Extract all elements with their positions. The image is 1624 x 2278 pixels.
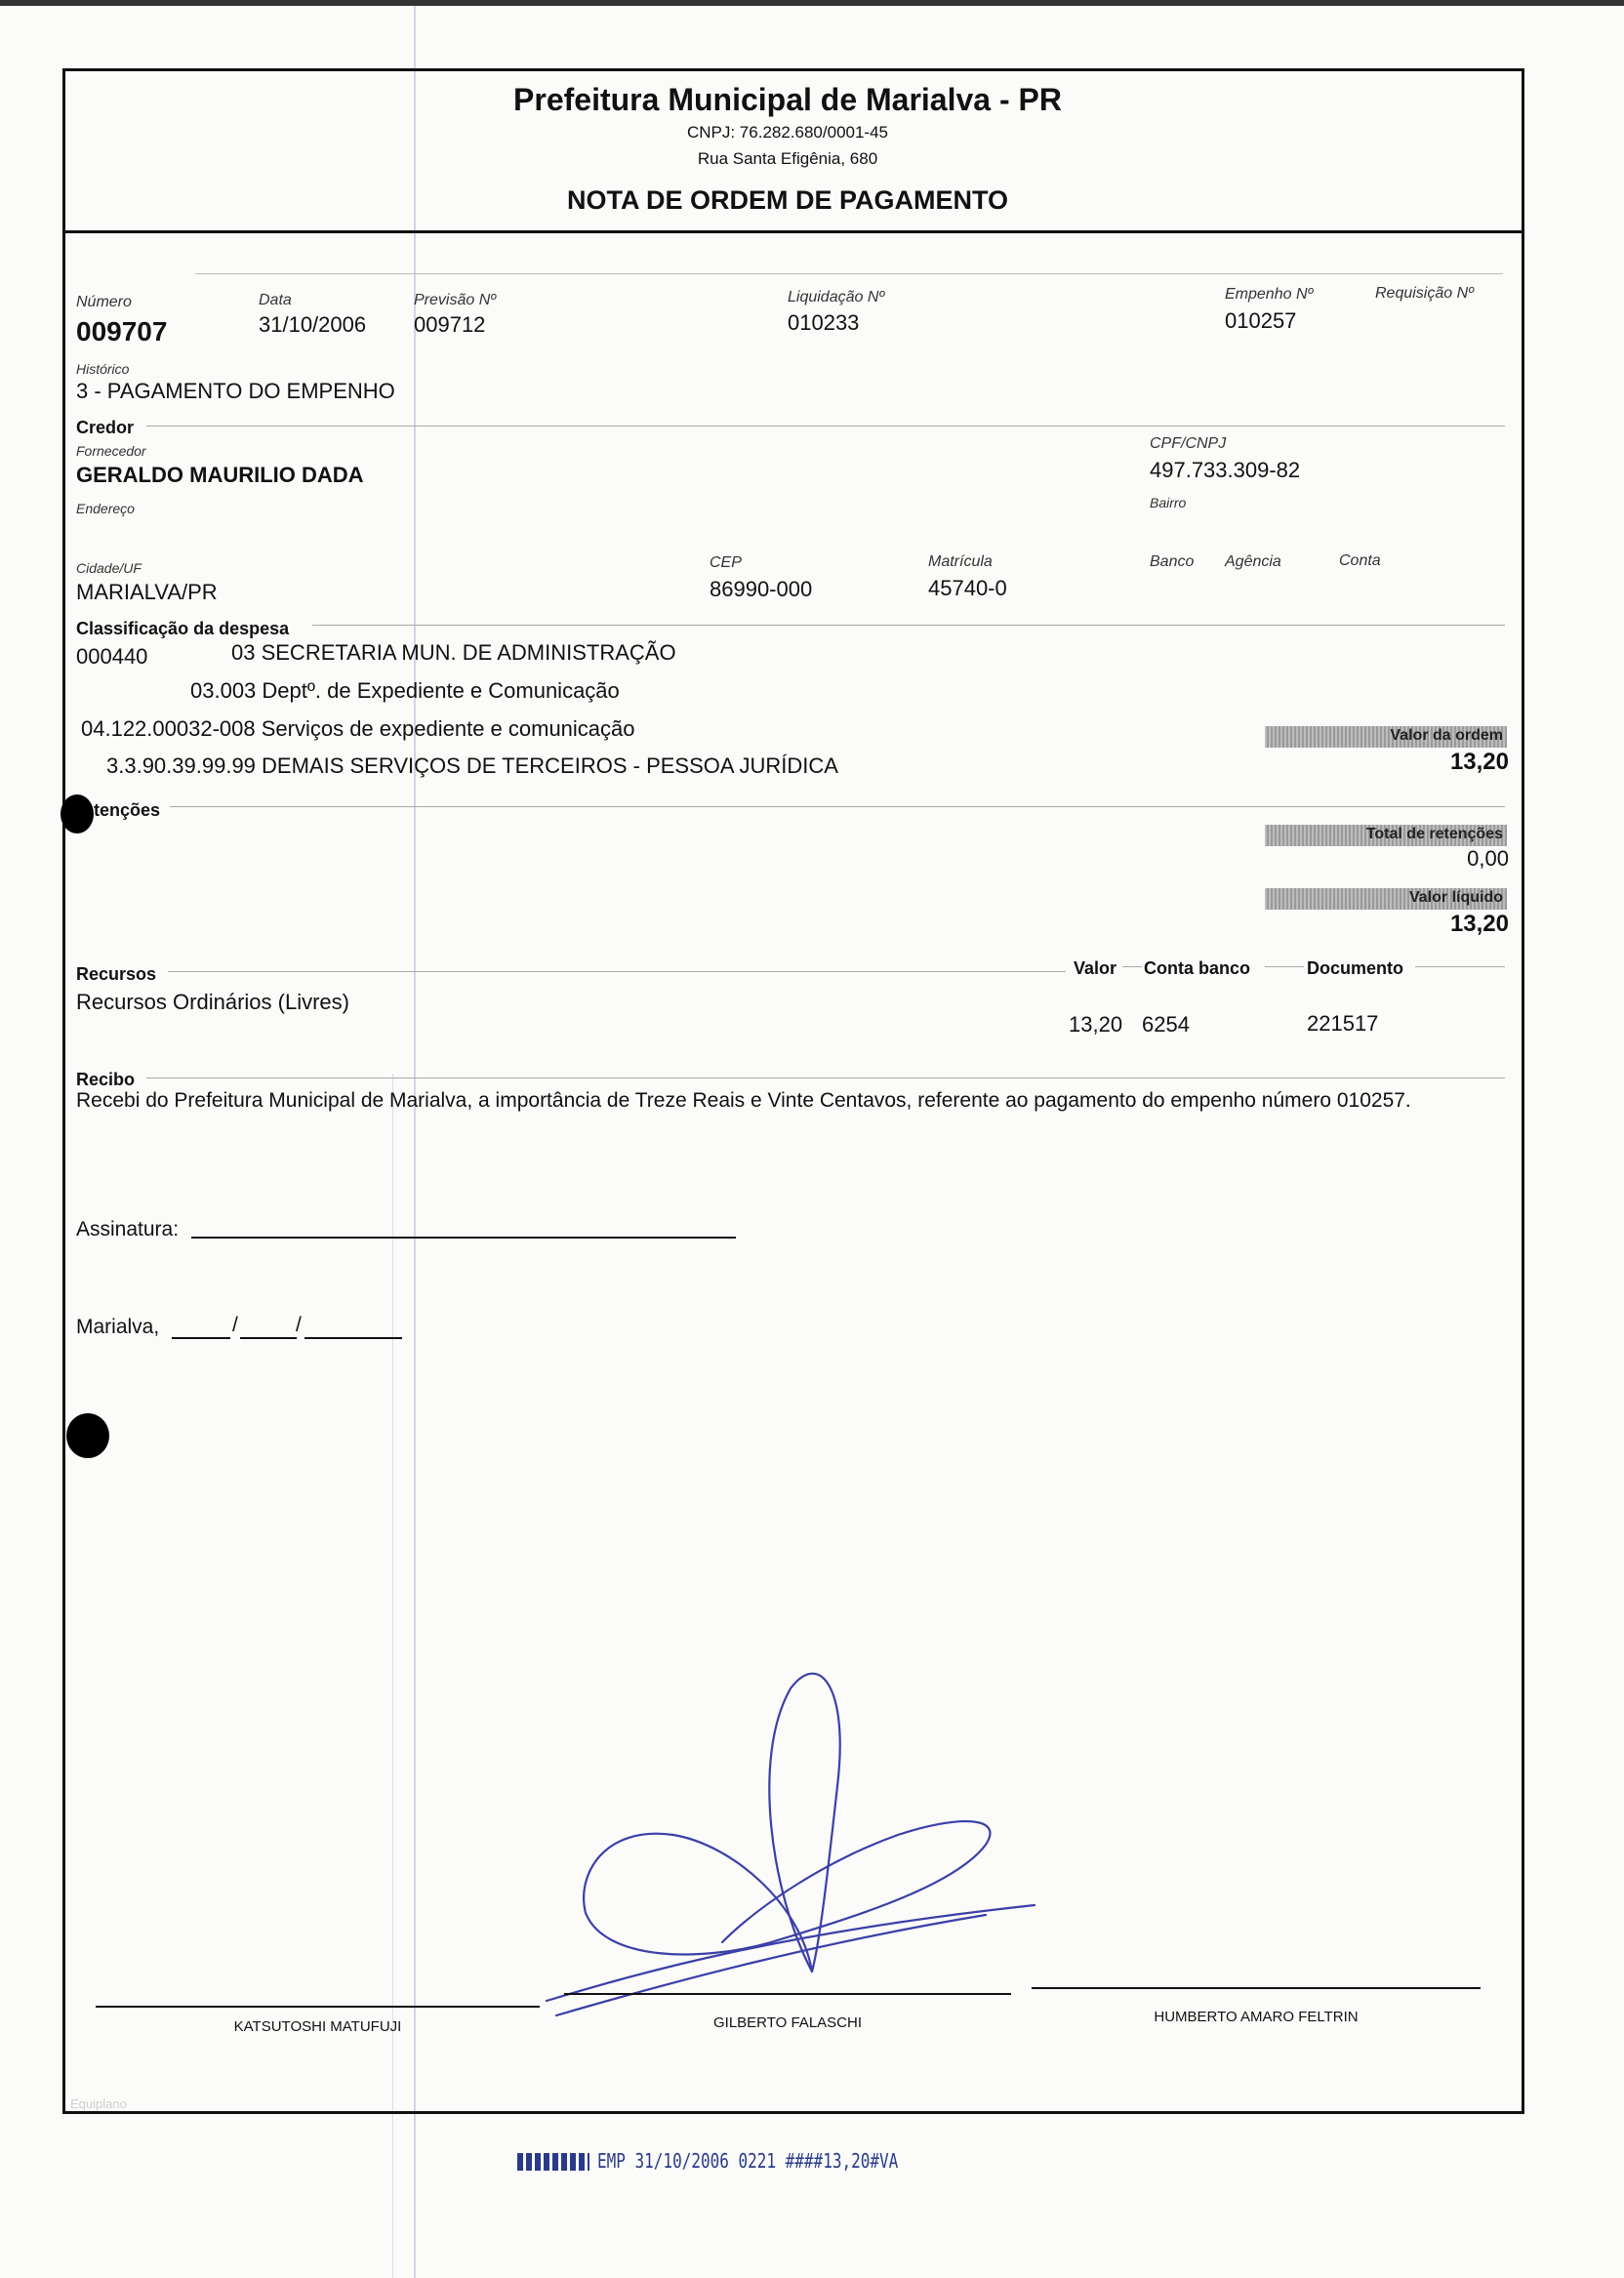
recursos-section-title: Recursos	[76, 964, 157, 984]
liquidacao-label: Liquidação Nº	[788, 289, 885, 305]
signature-line-1	[96, 2006, 540, 2008]
valor-ordem-value: 13,20	[1449, 749, 1509, 775]
previsao-label: Previsão Nº	[414, 292, 497, 308]
classificacao-code: 000440	[76, 644, 148, 669]
signature-line-2	[564, 1993, 1011, 1995]
retencoes-divider	[170, 806, 1505, 807]
recursos-documento: 221517	[1307, 1011, 1379, 1036]
assinatura-label: Assinatura:	[76, 1218, 180, 1241]
signatory-name-3: HUMBERTO AMARO FELTRIN	[1154, 2009, 1359, 2025]
assinatura-line	[191, 1237, 736, 1239]
cpf-value: 497.733.309-82	[1150, 458, 1301, 482]
recursos-description: Recursos Ordinários (Livres)	[76, 990, 349, 1014]
liquidacao-value: 010233	[788, 310, 860, 335]
previsao-value: 009712	[414, 312, 486, 337]
page-title: Prefeitura Municipal de Marialva - PR	[513, 82, 1062, 117]
data-label: Data	[259, 292, 292, 308]
cep-label: CEP	[710, 554, 742, 571]
recursos-valor-label: Valor	[1074, 958, 1117, 978]
date-line-month	[240, 1337, 297, 1339]
cpf-label: CPF/CNPJ	[1150, 435, 1227, 452]
recursos-divider-3	[1265, 966, 1304, 967]
recursos-valor: 13,20	[1069, 1012, 1123, 1037]
classificacao-section-title: Classificação da despesa	[76, 619, 290, 638]
credor-section-title: Credor	[76, 418, 135, 437]
date-line-day	[172, 1337, 230, 1339]
cnpj-text: CNPJ: 76.282.680/0001-45	[686, 123, 889, 142]
classificacao-line-2: 03.003 Deptº. de Expediente e Comunicação	[190, 678, 620, 703]
data-value: 31/10/2006	[259, 312, 367, 337]
valor-liquido-value: 13,20	[1449, 911, 1509, 937]
recibo-text: Recebi do Prefeitura Municipal de Marialva, a importância de Treze Reais e Vinte Centavos, referente ao pagamento do empenho número 010257.	[76, 1089, 1411, 1112]
recursos-divider	[168, 971, 1066, 972]
banco-label: Banco	[1150, 553, 1195, 570]
document-title: NOTA DE ORDEM DE PAGAMENTO	[566, 185, 1008, 215]
bank-stamp-mark	[517, 2153, 589, 2171]
header-divider	[62, 230, 1522, 233]
matricula-value: 45740-0	[928, 576, 1007, 600]
numero-label: Número	[76, 294, 132, 310]
address-text: Rua Santa Efigênia, 680	[697, 149, 878, 168]
valor-ordem-label: Valor da ordem	[1390, 727, 1503, 744]
signature-line-3	[1032, 1987, 1481, 1989]
total-retencoes-label: Total de retenções	[1365, 826, 1503, 842]
cidade-value: MARIALVA/PR	[76, 580, 218, 604]
retencoes-section-title: tenções	[94, 800, 161, 820]
fornecedor-label: Fornecedor	[76, 443, 146, 459]
signatory-name-1: KATSUTOSHI MATUFUJI	[233, 2018, 402, 2035]
classificacao-line-3: 04.122.00032-008 Serviços de expediente e comunicação	[81, 716, 635, 741]
valor-ordem-box	[1265, 726, 1507, 748]
recursos-divider-2	[1122, 966, 1142, 967]
valor-liquido-box	[1265, 888, 1507, 910]
requisicao-label: Requisição Nº	[1375, 285, 1474, 302]
fornecedor-value: GERALDO MAURILIO DADA	[76, 463, 364, 487]
classificacao-divider	[312, 625, 1505, 626]
recibo-section-title: Recibo	[76, 1070, 136, 1089]
recursos-conta: 6254	[1142, 1012, 1190, 1037]
matricula-label: Matrícula	[928, 553, 993, 570]
credor-divider	[146, 426, 1505, 427]
punch-hole-2	[66, 1413, 109, 1458]
local-label: Marialva,	[76, 1316, 160, 1338]
empenho-value: 010257	[1225, 308, 1297, 333]
date-slash-1: /	[232, 1314, 238, 1336]
signatory-name-2: GILBERTO FALASCHI	[713, 2014, 862, 2031]
conta-label: Conta	[1339, 552, 1381, 569]
total-retencoes-box	[1265, 825, 1507, 846]
total-retencoes-value: 0,00	[1467, 846, 1509, 871]
valor-liquido-label: Valor líquido	[1408, 889, 1503, 906]
bank-stamp-text: EMP 31/10/2006 0221 ####13,20#VA	[597, 2149, 899, 2173]
empenho-label: Empenho Nº	[1225, 286, 1314, 303]
classificacao-line-1: 03 SECRETARIA MUN. DE ADMINISTRAÇÃO	[231, 640, 676, 665]
faint-watermark-text: Equiplano	[70, 2096, 127, 2111]
recursos-divider-4	[1415, 966, 1505, 967]
recursos-conta-label: Conta banco	[1144, 958, 1251, 978]
numero-value: 009707	[76, 316, 168, 346]
cep-value: 86990-000	[710, 577, 813, 601]
header-divider-thin	[195, 273, 1503, 274]
classificacao-line-4: 3.3.90.39.99.99 DEMAIS SERVIÇOS DE TERCEIROS - PESSOA JURÍDICA	[106, 753, 838, 778]
scan-top-edge	[0, 0, 1624, 6]
agencia-label: Agência	[1225, 553, 1281, 570]
historico-label: Histórico	[76, 361, 130, 377]
cidade-label: Cidade/UF	[76, 560, 142, 576]
endereco-label: Endereço	[76, 501, 135, 516]
punch-hole	[61, 794, 94, 834]
date-slash-2: /	[296, 1314, 302, 1336]
bairro-label: Bairro	[1150, 495, 1187, 510]
historico-value: 3 - PAGAMENTO DO EMPENHO	[76, 379, 395, 403]
recursos-documento-label: Documento	[1307, 958, 1403, 978]
date-line-year	[304, 1337, 402, 1339]
handwritten-signature	[527, 1649, 1054, 2059]
